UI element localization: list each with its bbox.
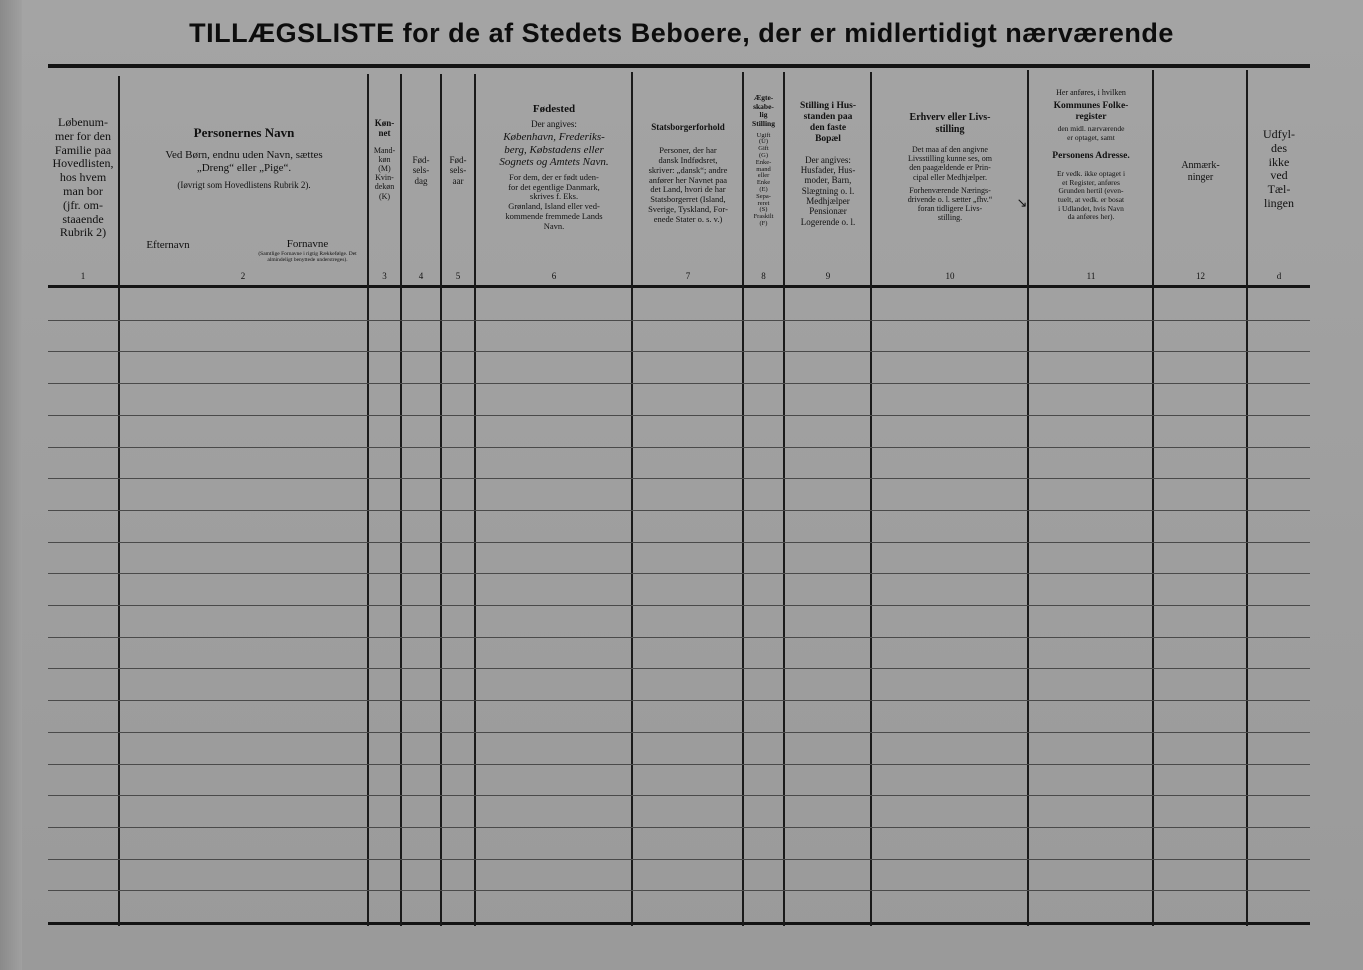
table-row-line <box>48 351 1310 352</box>
col11-title2: Personens Adresse. <box>1052 151 1130 162</box>
col8-text: Ugift (U) Gift (G) Enke- mand eller Enke (E) Sepa- reret (S) Fraskilt (F) <box>753 131 774 228</box>
col2-note2: „Dreng“ eller „Pige“. <box>196 161 292 174</box>
col4-header: Fød- sels- dag <box>412 155 430 186</box>
col11-pre: Her anføres, i hvilken <box>1056 88 1126 97</box>
col-number-6: 6 <box>551 271 557 281</box>
col11-text1: den midl. nærværende er optaget, samt <box>1057 124 1125 142</box>
form-title: TILLÆGSLISTE for de af Stedets Beboere, der er midlertidigt nærværende <box>189 18 1174 48</box>
table-row-line <box>48 827 1310 828</box>
table-row-line <box>48 795 1310 796</box>
col-number-2: 2 <box>240 271 246 281</box>
table-row-line <box>48 478 1310 479</box>
col6-text1: København, Frederiks- berg, Købstadens eller Sognets og Amtets Navn. <box>499 130 609 169</box>
check-mark: ↘ <box>1016 195 1028 210</box>
table-row-line <box>48 859 1310 860</box>
col7-title: Statsborgerforhold <box>651 122 725 132</box>
col6-title: Fødested <box>532 103 576 115</box>
sheet-edge <box>0 0 22 970</box>
table-row-line <box>48 320 1310 321</box>
col-number-9: 9 <box>825 271 831 281</box>
col-number-10: 10 <box>945 271 955 281</box>
col11-text2: Er vedk. ikke optaget i et Register, anføres Grunden hertil (even- tuelt, at vedk. er bosat i Udlandet, hvis Navn da anføres her). <box>1056 169 1126 222</box>
col2-sub-fornavne-note: (Samtlige Fornavne i rigtig Rækkefølge. Det almindeligt benyttede understreges). <box>258 251 357 264</box>
col-number-4: 4 <box>418 271 424 281</box>
col-number-11: 11 <box>1086 271 1096 281</box>
col6-sub: Der angives: <box>531 118 577 129</box>
top-rule <box>48 64 1310 68</box>
col2-header <box>122 126 366 191</box>
col-divider <box>440 74 442 926</box>
bottom-rule <box>48 922 1310 925</box>
col12-header: Anmærk- ninger <box>1181 160 1220 183</box>
table-row-line <box>48 510 1310 511</box>
table-row-line <box>48 764 1310 765</box>
col9-header <box>785 101 871 227</box>
col-number-5: 5 <box>455 271 461 281</box>
col6-header <box>476 103 632 232</box>
table-row-line <box>48 447 1310 448</box>
col8-title: Ægte- skabe- lig Stilling <box>752 93 775 128</box>
col6-text2: For dem, der er født uden- for det egentlige Danmark, skrives f. Eks. Grønland, Island eller ved- kommende fremmede Lands Navn. <box>505 171 603 231</box>
col10-title: Erhverv eller Livs- stilling <box>909 112 991 135</box>
col11-header <box>1029 88 1153 222</box>
col10-header <box>872 112 1028 223</box>
table-row-line <box>48 415 1310 416</box>
table-row-line <box>48 700 1310 701</box>
table-row-line <box>48 668 1310 669</box>
table-row-line <box>48 732 1310 733</box>
col7-header <box>633 122 743 224</box>
col2-sub-fornavne: Fornavne <box>286 238 329 250</box>
col-divider <box>400 74 402 926</box>
col9-title: Stilling i Hus- standen paa den faste Bopæl <box>800 101 856 144</box>
col10-text1: Det maa af den angivne Livsstilling kunne ses, om den paagældende er Prin- cipal eller Medhjælper. <box>908 145 992 182</box>
col1-header: Løbenum- mer for den Familie paa Hovedlisten, hos hvem man bor (jfr. om- staaende Rubrik 2) <box>52 115 114 240</box>
col2-note3: (Iøvrigt som Hovedlistens Rubrik 2). <box>177 180 311 191</box>
col8-header <box>743 94 784 228</box>
col2-note1: Ved Børn, endnu uden Navn, sættes <box>165 148 323 161</box>
col-number-d: d <box>1276 271 1282 281</box>
col3-text: Mand- køn (M) Kvin- dekøn (K) <box>373 145 396 201</box>
col-d-header: Udfyl- des ikke ved Tæl- lingen <box>1263 127 1295 210</box>
col-number-1: 1 <box>80 271 86 281</box>
col-divider <box>367 74 369 926</box>
col-number-3: 3 <box>382 271 387 281</box>
table-row-line <box>48 542 1310 543</box>
col11-title: Kommunes Folke- register <box>1053 101 1129 123</box>
col9-text: Der angives: Husfader, Hus- moder, Barn, Slægtning o. l. Medhjælper Pensionær Logerende o. l. <box>800 154 856 227</box>
col-number-7: 7 <box>685 271 691 281</box>
table-row-line <box>48 383 1310 384</box>
table-row-line <box>48 890 1310 891</box>
col-number-12: 12 <box>1196 271 1205 281</box>
col5-header: Fød- sels- aar <box>449 155 467 186</box>
col-number-8: 8 <box>761 271 766 281</box>
col7-text: Personer, der har dansk Indfødsret, skriver: „dansk“; andre anfører her Navnet paa det Land, hvori de har Statsborgerret (Island, Sverige, Tyskland, For- enede Stater o. s. v.) <box>648 145 728 224</box>
col3-header <box>367 118 402 201</box>
table-row-line <box>48 573 1310 574</box>
col2-sub-efternavn: Efternavn <box>146 239 190 251</box>
table-row-line <box>48 605 1310 606</box>
header-bottom-rule <box>48 285 1310 288</box>
table-row-line <box>48 637 1310 638</box>
col3-title: Køn- net <box>374 118 395 139</box>
col2-title: Personernes Navn <box>193 125 295 140</box>
col10-text2: Forhenværende Nærings- drivende o. l. sætter „fhv.“ foran tidligere Livs- stilling. <box>907 185 993 223</box>
